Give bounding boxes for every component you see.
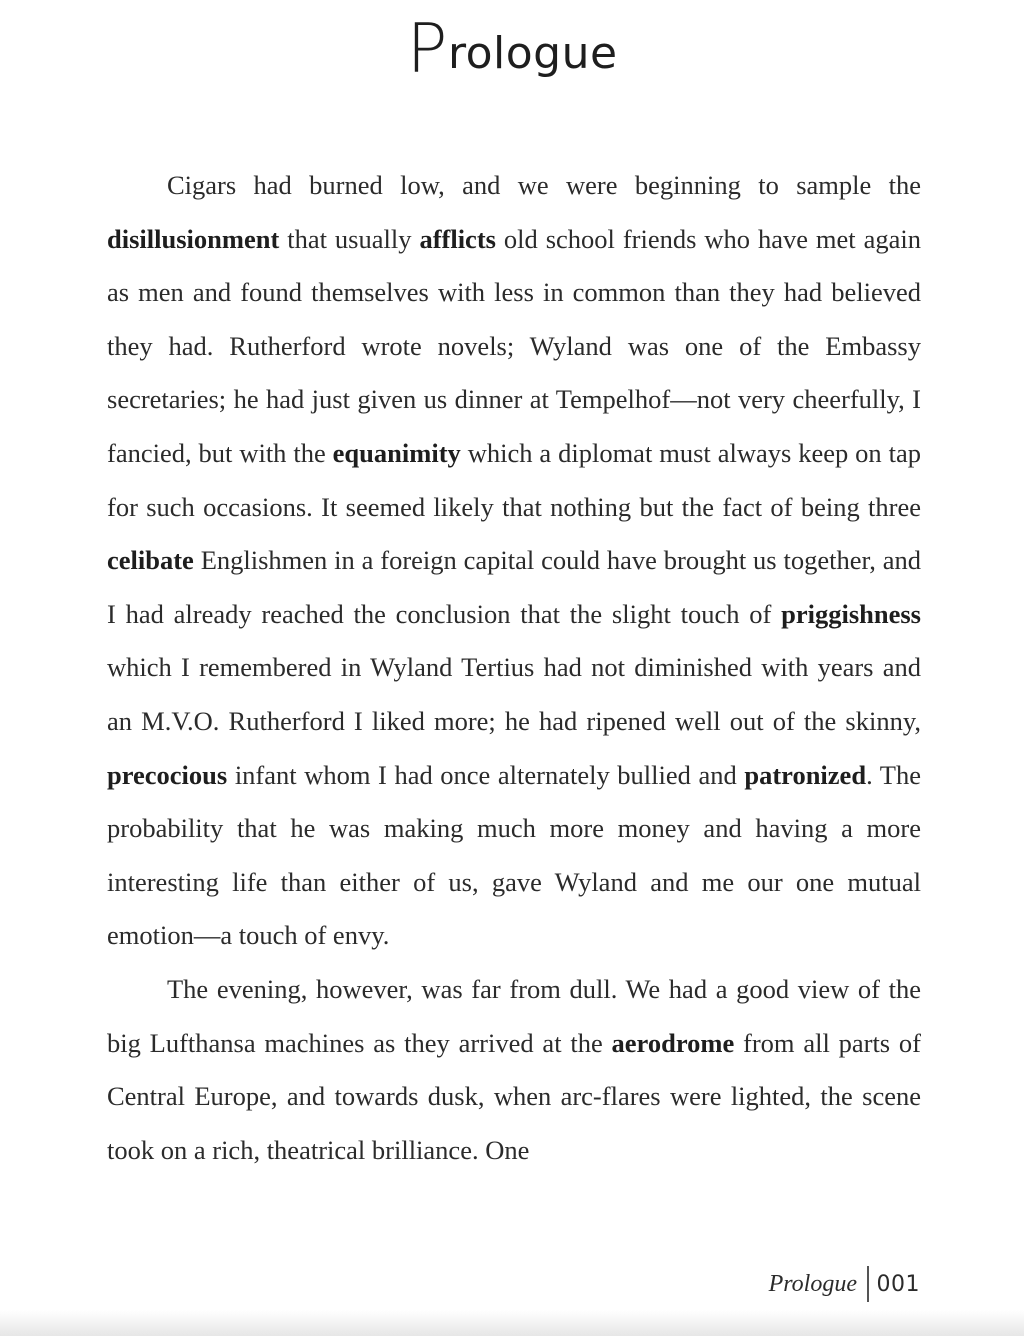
vocab-word-disillusionment: disillusionment	[107, 223, 280, 254]
text-run: . The probability that he was making much more money and having a more interesting life than either of us, gave Wyland and me our one mutual emotion—a touch of envy.	[107, 759, 921, 951]
body-text	[107, 159, 921, 1177]
vocab-word-afflicts: afflicts	[419, 223, 496, 254]
text-run: that usually	[279, 223, 420, 254]
text-run: which I remembered in Wyland Tertius had not diminished with years and an M.V.O. Rutherford I liked more; he had ripened well out of the skinny,	[107, 652, 921, 736]
chapter-title-rest: rologue	[447, 28, 618, 79]
paragraph-2	[107, 963, 921, 1177]
text-run: which a diplomat must always keep on tap for such occasions. It seemed likely that nothing but the fact of being three	[107, 437, 921, 522]
vocab-word-priggishness: priggishness	[781, 598, 921, 629]
paragraph-1	[107, 159, 921, 963]
vocab-word-precocious: precocious	[107, 759, 228, 790]
text-run: Englishmen in a foreign capital could have brought us together, and I had already reached the conclusion that the slight touch of	[107, 545, 921, 629]
vocab-word-equanimity: equanimity	[332, 437, 461, 468]
running-head: Prologue	[768, 1270, 857, 1297]
vocab-word-aerodrome: aerodrome	[611, 1027, 735, 1058]
text-run: infant whom I had once alternately bullied and	[227, 759, 745, 790]
text-run: The evening, however, was far from dull. We had a good view of the big Lufthansa machines as they arrived at the	[107, 973, 921, 1058]
chapter-title-initial: P	[406, 10, 448, 89]
text-run: old school friends who have met again as men and found themselves with less in common than they had believed they had. Rutherford wrote novels; Wyland was one of the Embassy secretaries; he had just given us dinner at Tempelhof—not very cheerfully, I fancied, but with the	[107, 223, 921, 468]
text-run: Cigars had burned low, and we were beginning to sample the	[167, 170, 921, 200]
chapter-title	[0, 10, 1024, 89]
text-run: from all parts of Central Europe, and towards dusk, when arc-flares were lighted, the scene took on a rich, theatrical brilliance. One	[107, 1027, 921, 1165]
vocab-word-celibate: celibate	[107, 545, 194, 576]
vocab-word-patronized: patronized	[744, 759, 867, 790]
page-footer	[769, 1264, 920, 1304]
page-number: 001	[876, 1271, 920, 1297]
